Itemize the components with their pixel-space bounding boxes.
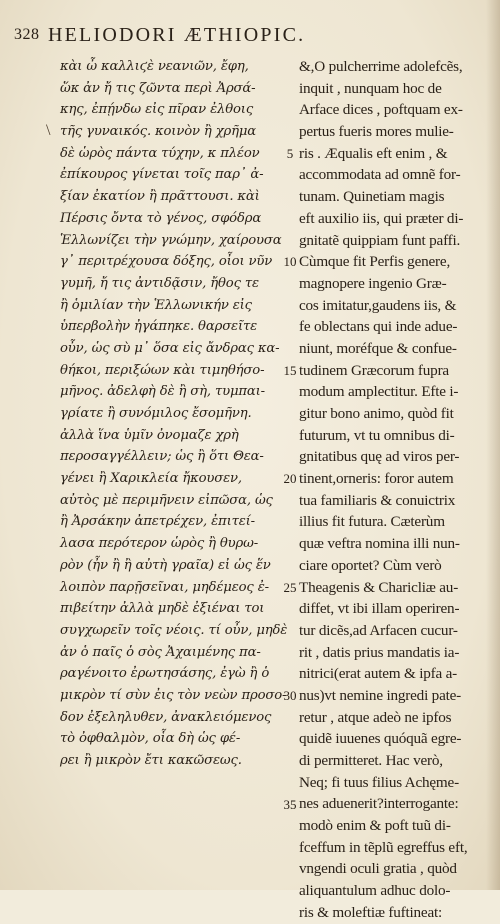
text-line: ξίαν ἐκατίον ἢ πρᾶττουσι. κὰὶ: [60, 189, 260, 205]
text-line: nes aduenerit?interrogante:: [299, 795, 459, 813]
text-line: nitrici(erat autem & ipfa a-: [299, 665, 458, 683]
text-line: gnitatibus quę ad viros per-: [299, 448, 460, 466]
text-line: vngendi oculi gratia , quòd: [299, 860, 457, 878]
text-line: ἀλλὰ ἵνα ὑμῖν ὀνομαζε χρὴ: [60, 427, 239, 443]
text-line: ὑπερβολὴν ἠγάπηκε. θαρσεῖτε: [60, 319, 258, 335]
text-line: magnopere ingenio Græ-: [299, 274, 447, 292]
text-line: fceffum in tẽplũ egreffus eft,: [299, 838, 468, 856]
text-line: di permitteret. Hac verò,: [299, 752, 443, 769]
text-line: ρὸν (ἦν ἢ ἢ αὐτὴ γραῖα) εἰ ὡς ἕν: [60, 557, 271, 573]
text-line: πιβείτην ἀλλὰ μηδὲ ἐξιέναι τοι: [60, 601, 265, 617]
text-line: Theagenis & Charicliæ au-: [299, 578, 459, 596]
running-title: HELIODORI ÆTHIOPIC.: [48, 24, 306, 46]
text-line: Cùmque fit Perfis genere,: [299, 253, 451, 271]
text-line: rit , datis prius mandatis ia-: [299, 643, 460, 661]
latin-text-column: [299, 56, 495, 924]
text-line: quæ veftra nomina illi nun-: [299, 535, 460, 553]
text-line: ciare oportet? Cùm verò: [299, 556, 442, 574]
text-line: μῆνος. ἀδελφὴ δὲ ἢ σὴ, τυμπαι-: [60, 384, 265, 400]
text-line: gitur bono animo, quòd fit: [299, 405, 454, 422]
text-line: diffet, vt ibi illam operiren-: [299, 600, 460, 618]
text-line: δὲ ὡρὸς πάντα τύχην, κ πλέον: [60, 145, 260, 161]
text-line: niunt, moréfque & confue-: [299, 339, 457, 357]
text-line: fe oblectans qui inde adue-: [299, 318, 458, 336]
text-line: modum amplectitur. Efte i-: [299, 383, 459, 401]
page-number: 328: [14, 26, 40, 43]
line-number: 35: [283, 796, 297, 812]
text-line: pertus fueris mores mulie-: [299, 123, 454, 141]
text-line: ὥκ ἀν ἤ τις ζῶντα περὶ Ἀρσά-: [60, 80, 256, 96]
text-line: αὐτὸς μὲ περιμῆνειν εἰπῶσα, ὡς: [60, 492, 273, 508]
text-line: γένει ἢ Χαρικλεία ἤκουσεν,: [60, 471, 242, 487]
text-line: retur , atque adeò ne ipfos: [299, 708, 452, 726]
page-header: [14, 24, 492, 50]
text-line: μικρὸν τί σὺν ἐις τὸν νεὼν προσο-: [60, 687, 287, 703]
text-line: συγχωρεῖν τοῖς νέοις. τί οὖν, μηδὲ: [60, 622, 288, 638]
text-line: Arface dices , poftquam ex-: [299, 101, 463, 119]
text-line: ρει ἢ μικρὸν ἔτι κακῶσεως.: [60, 753, 242, 768]
text-line: accommodata ad omnẽ for-: [299, 166, 461, 184]
text-line: cos imitatur,gaudens iis, &: [299, 296, 457, 314]
text-line: τῆς γυναικός. κοινὸν ἢ χρῆμα: [60, 124, 257, 140]
text-line: ris . Æqualis eft enim , &: [299, 144, 448, 162]
text-line: tunam. Quinetiam magis: [299, 188, 445, 206]
text-line: ἀν ὁ παῖς ὁ σὸς Ἀχαιμένης πα-: [60, 644, 261, 660]
line-number: 30: [283, 688, 297, 704]
text-line: gnitatẽ quippiam funt paffi.: [299, 231, 461, 249]
text-line: nus)vt nemine ingredi pate-: [299, 686, 462, 704]
text-line: ris & moleftiæ fuftineat:: [299, 903, 443, 921]
text-line: ἢ Ἀρσάκην ἀπετρέχεν, ἐπιτεί-: [60, 514, 255, 530]
text-line: λασα περότερον ὡρὸς ἢ θυρω-: [60, 536, 259, 552]
text-line: οὖν, ὡς σὺ μ᾽ ὅσα εἰς ἄνδρας κα-: [60, 340, 280, 356]
text-line: eft auxilio iis, qui præter di-: [299, 209, 464, 227]
text-line: illius fit futura. Cæterùm: [299, 513, 445, 531]
text-line: κὰι ὦ καλλιϛὲ νεανιῶν, ἔφη,: [60, 59, 249, 74]
line-number: 15: [283, 362, 297, 378]
marginal-mark: \: [46, 122, 51, 139]
text-line: aliquantulum adhuc dolo-: [299, 882, 451, 900]
text-line: Ἑλλωνίζει τὴν γνώμην, χαίρουσα: [60, 232, 282, 248]
text-line: ἢ ὁμιλίαν τὴν Ἑλλωνικήν εἰς: [60, 297, 252, 313]
text-line: &,O pulcherrime adolefcẽs,: [299, 58, 463, 75]
text-line: Πέρσις ὄντα τὸ γένος, σφόδρα: [60, 210, 262, 226]
text-line: γρίατε ἢ συνόμιλος ἔσομῆνη.: [60, 406, 252, 421]
text-line: θήκοι, περιξώων κὰι τιμηθήσο-: [60, 362, 265, 378]
text-line: γυμῆ, ἤ τις ἀντιδᾷσιν, ἤθος τε: [60, 275, 259, 291]
text-line: δον ἐξεληλυθεν, ἀνακλειόμενος: [60, 709, 272, 725]
text-line: tur dicẽs,ad Arfacen cucur-: [299, 621, 458, 639]
text-line: tua familiaris & conuictrix: [299, 491, 456, 509]
line-number: 20: [283, 471, 297, 487]
line-number: 10: [283, 254, 297, 270]
text-line: κης, ἐπῄνδω εἰς πῖραν ἐλθοις: [60, 102, 254, 118]
text-line: inquit , nunquam hoc de: [299, 79, 442, 97]
text-line: ραγένοιτο ἐρωτησάσης, ἐγὼ ἢ ὁ: [60, 666, 270, 682]
text-line: τὸ ὀφθαλμὸν, οἷα δὴ ὡς φέ-: [60, 731, 241, 747]
text-line: futurum, vt tu omnibus di-: [299, 426, 455, 444]
text-line: ἐπίκουρος γίνεται τοῖς παρ᾽ ἀ-: [60, 167, 264, 183]
line-number: 25: [283, 579, 297, 595]
text-line: modò enim & poft tuũ di-: [299, 817, 451, 835]
text-line: tinent,orneris: foror autem: [299, 470, 454, 488]
text-line: Neq; fi tuus filius Achęme-: [299, 773, 459, 791]
text-line: περοσαγγέλλειν; ὡς ἢ ὅτι Θεα-: [60, 449, 264, 465]
text-line: quidẽ iuuenes quóquã egre-: [299, 730, 462, 748]
greek-text-column: [60, 56, 286, 772]
line-number: 5: [286, 145, 294, 161]
text-line: λοιπὸν παρῇσεῖναι, μηδέμεος ἐ-: [60, 579, 269, 595]
text-line: tudinem Græcorum fupra: [299, 361, 449, 379]
text-line: γ᾽ περιτρέχουσα δόξης, οἶοι νῦν: [60, 254, 273, 270]
